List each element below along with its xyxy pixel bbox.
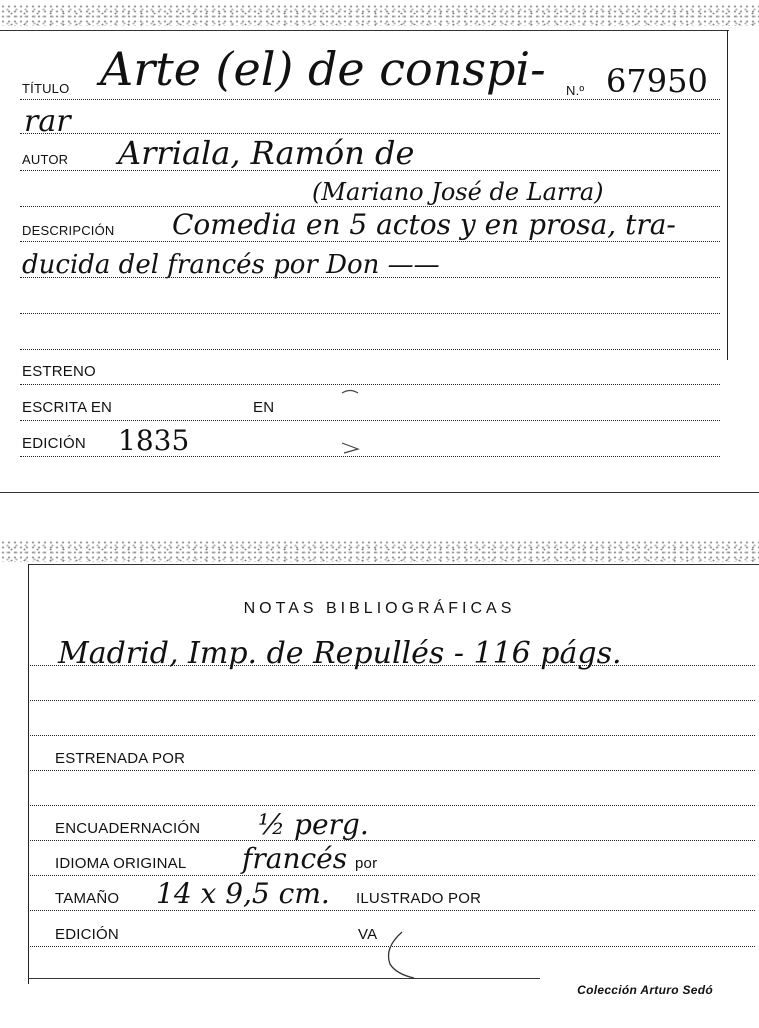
notas-heading: NOTAS BIBLIOGRÁFICAS: [243, 600, 516, 617]
idioma-rule: [30, 875, 755, 876]
pencil-curve-mark: [380, 926, 420, 986]
por-label: por: [355, 855, 378, 872]
escrita-en-label: ESCRITA EN: [22, 399, 113, 416]
edicion-value: 1835: [118, 424, 190, 457]
encuadernacion-label: ENCUADERNACIÓN: [55, 820, 201, 837]
notas-rule-2: [30, 700, 755, 701]
collection-footer: Colección Arturo Sedó: [577, 983, 713, 997]
encuadernacion-value: ½ perg.: [258, 808, 369, 841]
catalog-card-back: [0, 540, 759, 1010]
pencil-marks: [336, 385, 366, 465]
descripcion-rule-2: [20, 277, 720, 278]
right-margin-line: [727, 30, 728, 360]
notas-rule-1: [30, 665, 755, 666]
tamano-label: TAMAÑO: [55, 890, 120, 907]
estrenada-rule: [30, 770, 755, 771]
estrenada-por-label: ESTRENADA POR: [55, 750, 186, 767]
descripcion-rule: [20, 241, 720, 242]
descripcion-rule-3: [20, 313, 720, 314]
tamano-rule: [30, 910, 755, 911]
bottom-speckled-edge: [0, 540, 759, 562]
autor-real-name: (Mariano José de Larra): [312, 178, 604, 206]
estrenada-rule-2: [30, 805, 755, 806]
edicion-rule: [20, 456, 720, 457]
notas-line-1: Madrid, Imp. de Repullés - 116 págs.: [58, 636, 622, 671]
card-bottom-rule: [28, 978, 540, 979]
idioma-original-value: francés: [242, 842, 348, 875]
titulo-continuation: rar: [24, 104, 71, 139]
ilustrado-por-label: ILUSTRADO POR: [356, 890, 482, 907]
descripcion-label: DESCRIPCIÓN: [22, 223, 115, 238]
idioma-original-label: IDIOMA ORIGINAL: [55, 855, 187, 872]
bottom-top-edge-line: [28, 564, 759, 565]
top-speckled-edge: [0, 4, 759, 26]
catalog-card-front: [0, 0, 759, 495]
numero-value: 67950: [606, 62, 708, 100]
en-label: EN: [253, 399, 275, 416]
encuadernacion-rule: [30, 840, 755, 841]
numero-label: N.º: [566, 83, 585, 98]
escrita-rule: [20, 420, 720, 421]
descripcion-rule-4: [20, 349, 720, 350]
tamano-value: 14 x 9,5 cm.: [156, 877, 330, 910]
autor-value: Arriala, Ramón de: [118, 134, 415, 172]
autor-rule-2: [20, 206, 720, 207]
descripcion-line-2: ducida del francés por Don ——: [22, 250, 440, 280]
estreno-rule: [20, 384, 720, 385]
notas-rule-3: [30, 735, 755, 736]
titulo-label: TÍTULO: [22, 81, 70, 96]
va-label: VA: [358, 926, 378, 943]
titulo-rule: [20, 99, 720, 100]
top-edge-line: [0, 30, 729, 31]
autor-rule: [20, 170, 720, 171]
titulo-value: Arte (el) de conspi-: [100, 42, 546, 96]
descripcion-line-1: Comedia en 5 actos y en prosa, tra-: [172, 208, 676, 241]
edicion-label-back: EDICIÓN: [55, 926, 119, 943]
edicion-label: EDICIÓN: [22, 435, 86, 452]
left-margin-line: [28, 564, 29, 984]
card-bottom-edge: [0, 492, 759, 493]
estreno-label: ESTRENO: [22, 363, 96, 380]
autor-label: AUTOR: [22, 152, 69, 167]
